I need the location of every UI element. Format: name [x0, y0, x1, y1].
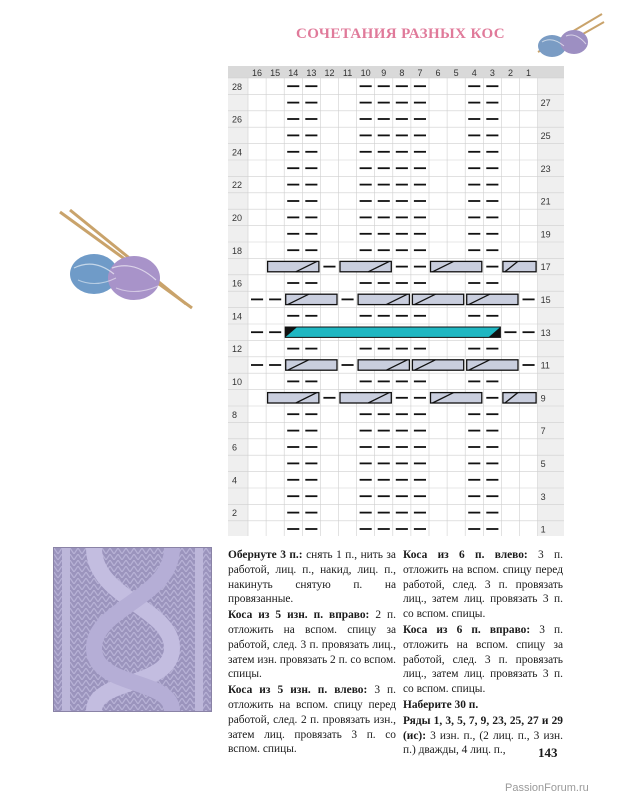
row-label-right: 23 — [540, 163, 551, 174]
instructions-column-2 — [403, 548, 563, 759]
row-label-left: 12 — [232, 344, 243, 355]
column-label: 1 — [526, 68, 532, 78]
cable-symbol — [268, 393, 319, 403]
instruction-cable-6-left: Коса из 6 п. влево: 3 п. отложить на вспом. спицу перед работой, след. 3 п. провязать лиц., затем лиц. провязать 3 п. со вспом. спицы. — [403, 549, 563, 621]
cable-symbol — [431, 261, 482, 271]
row-label-left: 8 — [232, 409, 238, 420]
column-label: 9 — [381, 68, 387, 78]
row-label-right: 13 — [540, 327, 551, 338]
cable-symbol — [358, 294, 409, 304]
instruction-wrap-3: Обернуте 3 п.: снять 1 п., нить за работой, лиц. п., накид, лиц. п., накинуть снятую п. на провязанные. — [228, 549, 396, 606]
row-label-left: 28 — [232, 81, 243, 92]
page-header-title: СОЧЕТАНИЯ РАЗНЫХ КОС — [296, 26, 505, 42]
row-label-left: 4 — [232, 475, 238, 486]
row-label-left: 16 — [232, 278, 243, 289]
column-label: 13 — [306, 68, 317, 78]
cable-symbol — [340, 261, 391, 271]
row-label-left: 10 — [232, 377, 243, 388]
row-label-right: 15 — [540, 295, 551, 306]
row-label-right: 21 — [540, 196, 551, 207]
row-label-right: 3 — [540, 491, 546, 502]
column-label: 8 — [399, 68, 405, 78]
column-label: 5 — [453, 68, 459, 78]
row-label-right: 11 — [540, 360, 550, 371]
yarn-balls-image — [56, 208, 196, 312]
column-label: 11 — [342, 68, 353, 78]
column-label: 15 — [270, 68, 281, 78]
cable-symbol — [412, 294, 463, 304]
row-label-left: 24 — [232, 147, 243, 158]
long-cable-symbol — [285, 327, 500, 337]
row-label-right: 25 — [540, 131, 551, 142]
page-number: 143 — [538, 745, 558, 760]
instructions-column-1 — [228, 548, 396, 758]
row-label-left: 26 — [232, 114, 243, 125]
column-label: 16 — [252, 68, 263, 78]
column-label: 10 — [360, 68, 371, 78]
column-label: 12 — [324, 68, 335, 78]
cable-symbol — [503, 393, 536, 403]
cable-symbol — [340, 393, 391, 403]
row-label-right: 9 — [540, 393, 546, 404]
row-label-left: 20 — [232, 213, 243, 224]
column-label: 4 — [471, 68, 477, 78]
row-label-left: 6 — [232, 442, 238, 453]
row-label-right: 19 — [540, 229, 551, 240]
cable-symbol — [503, 261, 536, 271]
cable-symbol — [286, 294, 337, 304]
cable-symbol — [358, 360, 409, 370]
yarn-balls-image — [518, 10, 608, 60]
column-label: 3 — [489, 68, 495, 78]
row-label-left: 22 — [232, 180, 243, 191]
cable-symbol — [431, 393, 482, 403]
row-label-left: 14 — [232, 311, 243, 322]
instruction-cable-5-right: Коса из 5 изн. п. вправо: 2 п. отложить на вспом. спицу за работой, след. 3 п. провязать лиц., затем изн. провязать 2 п. со вспом. спицы. — [228, 609, 396, 681]
cable-symbol — [412, 360, 463, 370]
cable-symbol — [268, 261, 319, 271]
instruction-cable-5-left: Коса из 5 изн. п. влево: 3 п. отложить на вспом. спицу перед работой, след. 2 п. провязать изн., затем лиц. провязать 3 п. со вспом. спицы. — [228, 684, 396, 756]
instruction-cable-6-right: Коса из 6 п. вправо: 3 п. отложить на вспом. спицу за работой, след. 3 п. провязать лиц., затем лиц. провязать 3 п. со вспом. спицы. — [403, 623, 563, 696]
cable-symbol — [467, 360, 518, 370]
cable-swatch-photo — [53, 547, 212, 712]
column-label: 6 — [435, 68, 441, 78]
instruction-rows: Ряды 1, 3, 5, 7, 9, 23, 25, 27 и 29 (ис): 3 изн. п., (2 лиц. п., 3 изн. п.) дважды, 4 лиц. п., — [403, 714, 563, 757]
column-label: 2 — [507, 68, 513, 78]
row-label-left: 2 — [232, 508, 238, 519]
row-label-right: 7 — [540, 426, 546, 437]
row-label-right: 5 — [540, 459, 546, 470]
row-label-right: 17 — [540, 262, 551, 273]
column-label: 7 — [417, 68, 423, 78]
cable-symbol — [467, 294, 518, 304]
watermark: PassionForum.ru — [505, 782, 589, 794]
row-label-right: 1 — [540, 524, 546, 535]
row-label-right: 27 — [540, 98, 551, 109]
cable-symbol — [286, 360, 337, 370]
knitting-chart — [228, 66, 564, 536]
row-label-left: 18 — [232, 245, 243, 256]
instruction-cast-on: Наберите 30 п. — [403, 698, 479, 711]
column-label: 14 — [288, 68, 299, 78]
